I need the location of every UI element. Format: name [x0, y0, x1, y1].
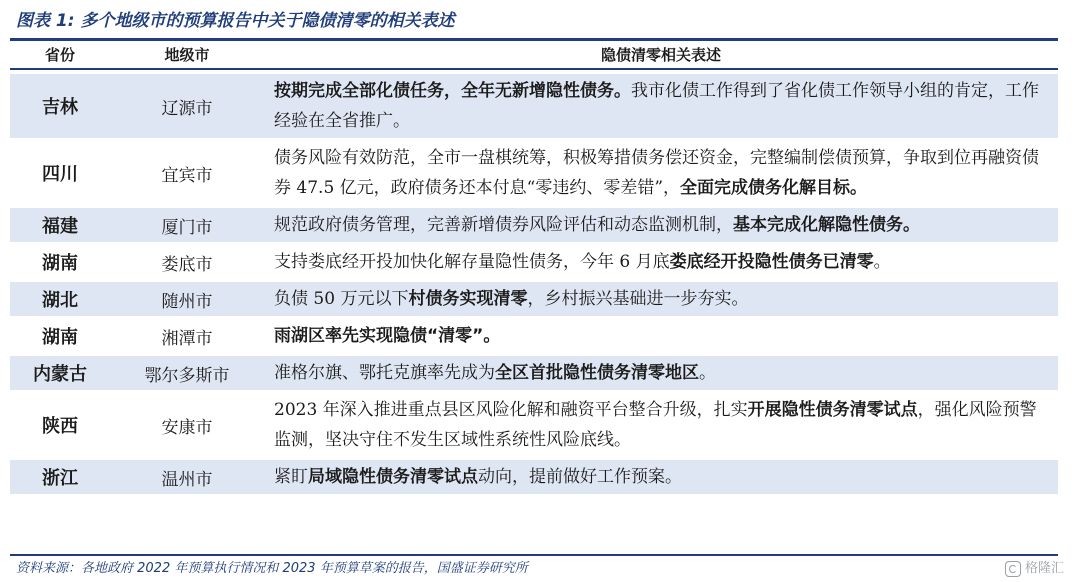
statement-emphasis: 全面完成债务化解目标。 — [680, 178, 868, 198]
cell-statement — [264, 74, 1058, 138]
statement-text: 2023 年深入推进重点县区风险化解和融资平台整合升级，扎实 — [274, 400, 748, 420]
gelonghui-logo-icon — [1005, 561, 1021, 577]
cell-city: 安康市 — [161, 417, 213, 438]
cell-statement — [264, 245, 1058, 279]
table-row — [10, 245, 1058, 279]
table-row — [10, 319, 1058, 353]
cell-statement — [264, 208, 1058, 242]
table-header — [10, 42, 1058, 68]
statement-text: ，乡村振兴基础进一步夯实。 — [527, 289, 749, 309]
statement-emphasis: 基本完成化解隐性债务。 — [733, 215, 920, 235]
cell-city: 随州市 — [110, 282, 264, 316]
watermark — [1005, 558, 1064, 580]
cell-city: 厦门市 — [110, 208, 264, 242]
table-row — [10, 356, 1058, 390]
cell-province: 湖北 — [10, 282, 110, 316]
cell-province: 福建 — [10, 208, 110, 242]
cell-province: 湖南 — [42, 253, 78, 274]
statement-text: 我市化债工作得到了省化债工作领导小组的肯定，工作经验在全省推广。 — [274, 81, 1039, 131]
statement-text: 动向，提前做好工作预案。 — [478, 467, 682, 487]
cell-province: 吉林 — [10, 74, 110, 138]
table-row — [10, 282, 1058, 316]
statement-text: 规范政府债务管理，完善新增债券风险评估和动态监测机制， — [274, 215, 733, 235]
cell-city: 娄底市 — [161, 254, 213, 275]
cell-city: 鄂尔多斯市 — [110, 356, 264, 390]
source-note: 资料来源：各地政府 2022 年预算执行情况和 2023 年预算草案的报告，国盛证券研究所 — [16, 561, 528, 576]
top-rule — [10, 38, 1058, 41]
watermark-text: 格隆汇 — [1024, 561, 1064, 576]
statement-text: 准格尔旗、鄂托克旗率先成为 — [274, 363, 495, 383]
statement-emphasis: 村债务实现清零 — [408, 289, 528, 309]
cell-province: 浙江 — [10, 460, 110, 494]
cell-statement — [264, 282, 1058, 316]
statement-text: 。 — [699, 363, 716, 383]
table-row — [10, 74, 1058, 138]
statement-emphasis: 娄底经开投隐性债务已清零 — [669, 252, 874, 272]
statement-emphasis: 局域隐性债务清零试点 — [308, 467, 478, 487]
statement-text: 支持娄底经开投加快化解存量隐性债务，今年 6 月底 — [274, 252, 670, 272]
statement-emphasis: 雨湖区率先实现隐债“清零”。 — [274, 326, 501, 346]
cell-statement — [264, 460, 1058, 494]
statement-emphasis: 开展隐性债务清零试点 — [747, 400, 918, 420]
cell-statement — [264, 141, 1058, 205]
header-statement: 隐债清零相关表述 — [600, 46, 721, 64]
statement-text: 负债 50 万元以下 — [274, 289, 409, 309]
header-rule — [10, 68, 1058, 70]
cell-statement — [264, 393, 1058, 457]
statement-emphasis: 按期完成全部化债任务，全年无新增隐性债务。 — [274, 81, 631, 101]
cell-province: 陕西 — [42, 416, 78, 437]
cell-province: 湖南 — [42, 327, 78, 348]
table-row — [10, 208, 1058, 242]
statement-emphasis: 全区首批隐性债务清零地区 — [495, 363, 699, 383]
table-row — [10, 141, 1058, 205]
bottom-rule — [10, 554, 1058, 556]
statement-text: 债务风险有效防范，全市一盘棋统筹，积极筹措债务偿还资金，完整编制偿债预算，争取到位再融资债券 47.5 亿元，政府债务还本付息“零违约、零差错”， — [274, 148, 1039, 198]
statement-text: 。 — [873, 252, 891, 272]
header-city: 地级市 — [164, 46, 210, 64]
cell-statement — [264, 356, 1058, 390]
statement-text: ，强化风险预警监测，坚决守住不发生区域性系统性风险底线。 — [274, 400, 1037, 450]
table-row — [10, 393, 1058, 457]
figure-title: 图表 1: 多个地级市的预算报告中关于隐债清零的相关表述 — [16, 11, 455, 31]
cell-province: 内蒙古 — [10, 356, 110, 390]
statement-table — [10, 71, 1058, 497]
table-row — [10, 460, 1058, 494]
cell-city: 宜宾市 — [161, 165, 213, 186]
cell-city: 辽源市 — [110, 74, 264, 138]
cell-province: 四川 — [42, 164, 78, 185]
cell-city: 湘潭市 — [161, 328, 213, 349]
header-province: 省份 — [44, 46, 75, 64]
statement-text: 紧盯 — [274, 467, 308, 487]
cell-city: 温州市 — [110, 460, 264, 494]
cell-statement — [264, 319, 1058, 353]
